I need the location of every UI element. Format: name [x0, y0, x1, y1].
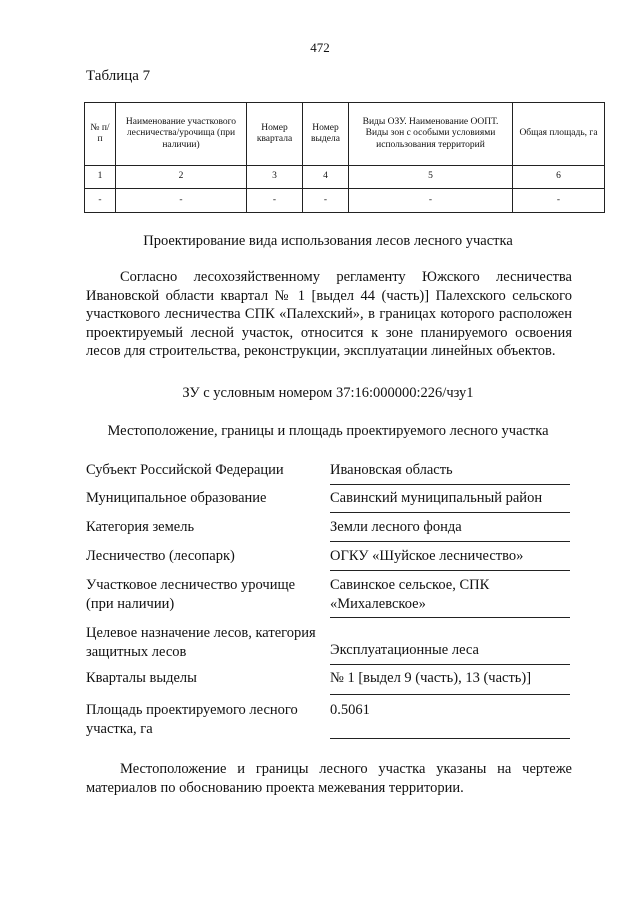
- header-cell: Виды ОЗУ. Наименование ООПТ. Виды зон с особыми условиями использования территорий: [349, 103, 513, 166]
- number-cell: 3: [247, 166, 303, 189]
- info-label: Целевое назначение лесов, категория защитных лесов: [86, 625, 316, 660]
- info-value: Савинское сельское, СПК «Михалевское»: [330, 576, 570, 618]
- regulation-paragraph: Согласно лесохозяйственному регламенту Южского лесничества Ивановской области квартал № 1 [выдел 44 (часть)] Палехского сельского участкового лесничества СПК «Палехский», в границах которого расположен проектируемый лесной участок, относится к зоне планируемого освоения лесов для строительства, реконструкции, эксплуатации линейных объектов.: [86, 269, 572, 359]
- page-number: 472: [310, 40, 330, 55]
- info-label: Кварталы выделы: [86, 670, 197, 686]
- table-cell: -: [85, 189, 116, 213]
- forest-table: [84, 102, 605, 213]
- info-value: ОГКУ «Шуйское лесничество»: [330, 547, 570, 571]
- header-cell: Номер квартала: [247, 103, 303, 166]
- number-cell: 5: [349, 166, 513, 189]
- info-label: Лесничество (лесопарк): [86, 548, 235, 564]
- number-cell: 6: [513, 166, 605, 189]
- number-cell: 1: [85, 166, 116, 189]
- info-value: Земли лесного фонда: [330, 518, 570, 542]
- table-cell: -: [349, 189, 513, 213]
- table-caption: Таблица 7: [86, 68, 151, 84]
- info-value: 0.5061: [330, 701, 570, 739]
- info-label: Участковое лесничество урочище (при наличии): [86, 577, 296, 612]
- info-label: Категория земель: [86, 519, 195, 535]
- table-cell: -: [116, 189, 247, 213]
- info-value: Савинский муниципальный район: [330, 489, 570, 513]
- plot-number-title: ЗУ с условным номером 37:16:000000:226/чзу1: [182, 385, 474, 401]
- info-value: Ивановская область: [330, 461, 570, 485]
- table-row: [85, 189, 605, 213]
- section-title: Проектирование вида использования лесов лесного участка: [143, 233, 513, 249]
- header-cell: Общая площадь, га: [513, 103, 605, 166]
- table-cell: -: [513, 189, 605, 213]
- number-cell: 2: [116, 166, 247, 189]
- info-value: Эксплуатационные леса: [330, 641, 570, 665]
- header-cell: Номер выдела: [303, 103, 349, 166]
- info-label: Площадь проектируемого лесного участка, га: [86, 702, 298, 737]
- header-cell: № п/п: [85, 103, 116, 166]
- header-cell: Наименование участкового лесничества/урочища (при наличии): [116, 103, 247, 166]
- location-title: Местоположение, границы и площадь проектируемого лесного участка: [107, 423, 549, 439]
- info-value: № 1 [выдел 9 (часть), 13 (часть)]: [330, 669, 570, 695]
- table-header-row: [85, 103, 605, 166]
- closing-paragraph: Местоположение и границы лесного участка указаны на чертеже материалов по обоснованию проекта межевания территории.: [86, 761, 572, 796]
- number-cell: 4: [303, 166, 349, 189]
- table-cell: -: [303, 189, 349, 213]
- table-cell: -: [247, 189, 303, 213]
- info-label: Субъект Российской Федерации: [86, 462, 284, 478]
- table-number-row: [85, 166, 605, 189]
- info-label: Муниципальное образование: [86, 490, 267, 506]
